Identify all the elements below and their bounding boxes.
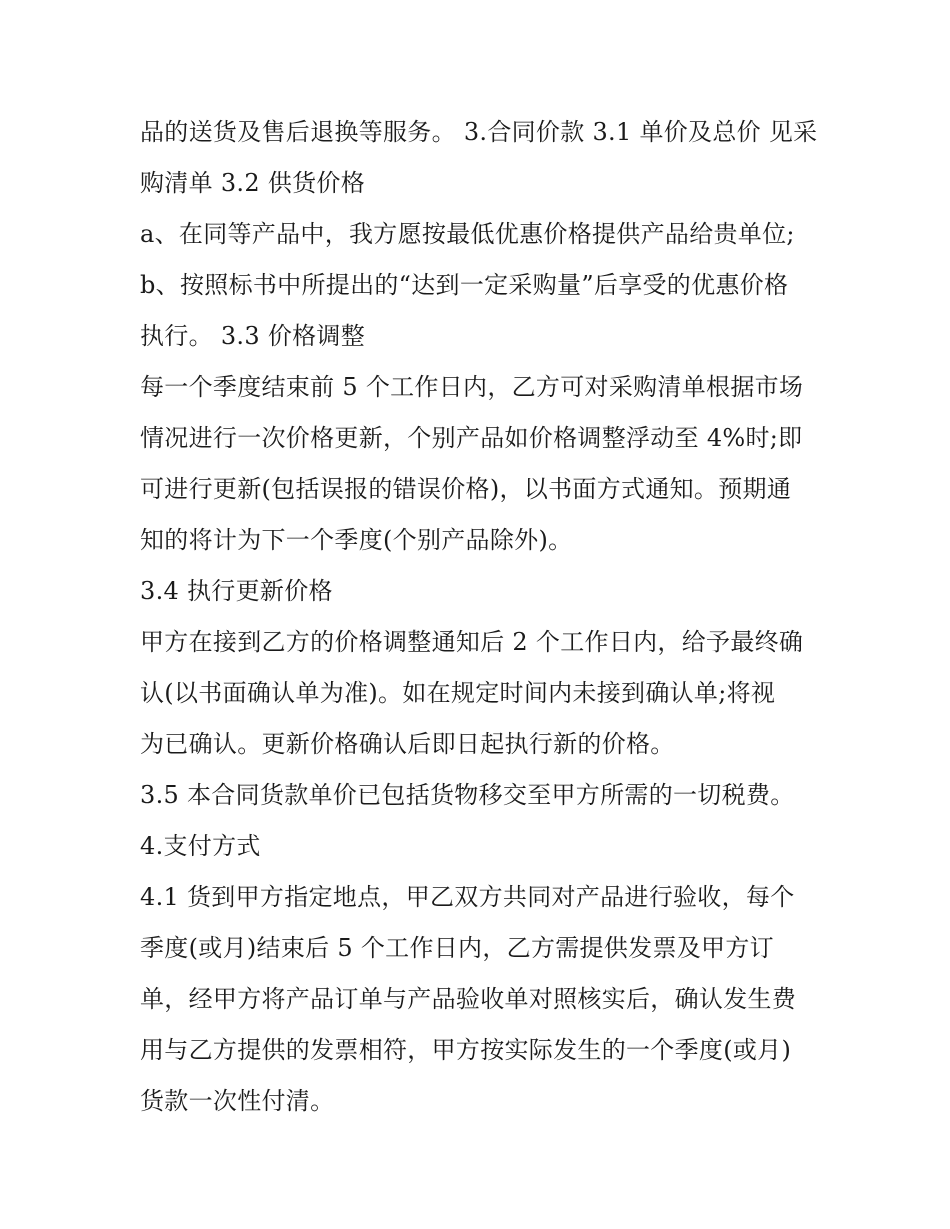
- document-body: [140, 107, 830, 1127]
- text-line-3: a、在同等产品中，我方愿按最低优惠价格提供产品给贵单位;: [140, 220, 795, 248]
- text-line-7: 情况进行一次价格更新，个别产品如价格调整浮动至 4%时;即: [140, 424, 803, 452]
- text-line-20: 货款一次性付清。: [140, 1087, 335, 1115]
- text-line-8: 可进行更新(包括误报的错误价格)，以书面方式通知。预期通: [140, 475, 792, 503]
- text-line-2: 购清单 3.2 供货价格: [140, 169, 366, 197]
- text-line-9: 知的将计为下一个季度(个别产品除外)。: [140, 526, 573, 554]
- text-line-15: 4.支付方式: [140, 832, 261, 860]
- text-line-19: 用与乙方提供的发票相符，甲方按实际发生的一个季度(或月): [140, 1036, 792, 1064]
- text-line-14: 3.5 本合同货款单价已包括货物移交至甲方所需的一切税费。: [140, 781, 795, 809]
- text-line-12: 认(以书面确认单为准)。如在规定时间内未接到确认单;将视: [140, 679, 776, 707]
- text-line-10: 3.4 执行更新价格: [140, 577, 333, 605]
- text-line-13: 为已确认。更新价格确认后即日起执行新的价格。: [140, 730, 675, 758]
- text-line-17: 季度(或月)结束后 5 个工作日内，乙方需提供发票及甲方订: [140, 934, 774, 962]
- text-line-11: 甲方在接到乙方的价格调整通知后 2 个工作日内，给予最终确: [140, 628, 804, 656]
- text-line-5: 执行。 3.3 价格调整: [140, 322, 366, 350]
- text-line-4: b、按照标书中所提出的“达到一定采购量”后享受的优惠价格: [140, 271, 789, 299]
- text-line-16: 4.1 货到甲方指定地点，甲乙双方共同对产品进行验收，每个: [140, 883, 795, 911]
- text-line-1: 品的送货及售后退换等服务。 3.合同价款 3.1 单价及总价 见采: [140, 118, 818, 146]
- text-line-6: 每一个季度结束前 5 个工作日内，乙方可对采购清单根据市场: [140, 373, 804, 401]
- text-line-18: 单，经甲方将产品订单与产品验收单对照核实后，确认发生费: [140, 985, 797, 1013]
